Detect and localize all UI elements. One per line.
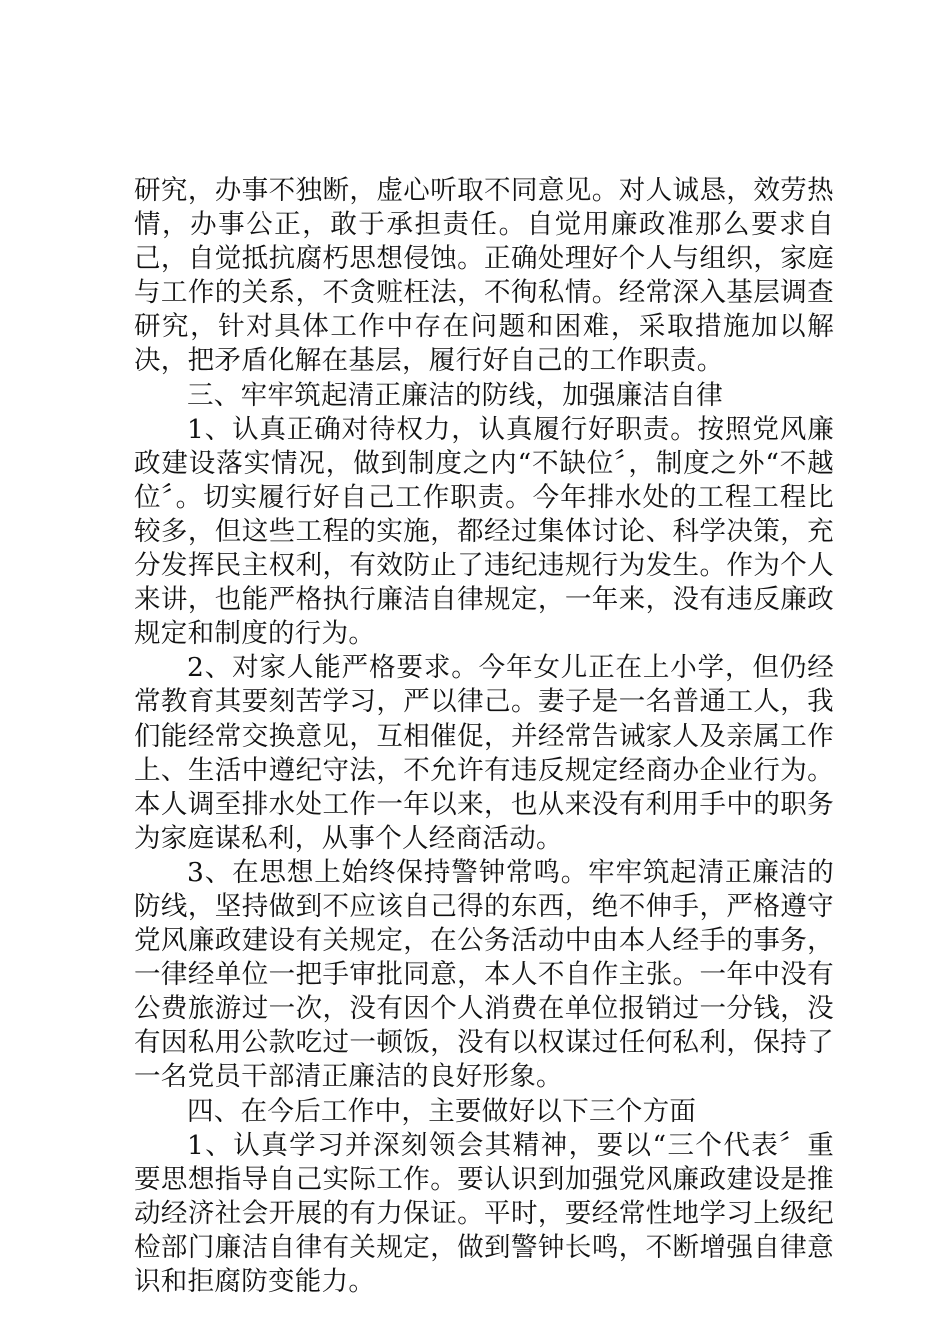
paragraph-item-1: 1、认真正确对待权力，认真履行好职责。按照党风廉政建设落实情况，做到制度之内“不缺位〞，制度之外“不越位〞。切实履行好自己工作职责。今年排水处的工程工程比较多，但这些工程的实施，都经过集体讨论、科学决策，充分发挥民主权利，有效防止了违纪违规行为发生。作为个人来讲，也能严格执行廉洁自律规定，一年来，没有违反廉政规定和制度的行为。 xyxy=(134,413,834,650)
section-heading-three: 三、牢牢筑起清正廉洁的防线，加强廉洁自律 xyxy=(187,379,723,411)
document-body xyxy=(134,174,834,1299)
paragraph-item-2: 2、对家人能严格要求。今年女儿正在上小学，但仍经常教育其要刻苦学习，严以律己。妻子是一名普通工人，我们能经常交换意见，互相催促，并经常告诫家人及亲属工作上、生活中遵纪守法，不允许有违反规定经商办企业行为。本人调至排水处工作一年以来，也从来没有利用手中的职务为家庭谋私利，从事个人经商活动。 xyxy=(134,652,834,854)
section-heading-four: 四、在今后工作中，主要做好以下三个方面 xyxy=(187,1095,697,1127)
paragraph-continuation: 研究，办事不独断，虚心听取不同意见。对人诚恳，效劳热情，办事公正，敢于承担责任。自觉用廉政准那么要求自己，自觉抵抗腐朽思想侵蚀。正确处理好个人与组织，家庭与工作的关系，不贪赃枉法，不徇私情。经常深入基层调查研究，针对具体工作中存在问题和困难，采取措施加以解决，把矛盾化解在基层，履行好自己的工作职责。 xyxy=(134,175,834,377)
paragraph-item-3: 3、在思想上始终保持警钟常鸣。牢牢筑起清正廉洁的防线，坚持做到不应该自己得的东西，绝不伸手，严格遵守党风廉政建设有关规定，在公务活动中由本人经手的事务，一律经单位一把手审批同意，本人不自作主张。一年中没有公费旅游过一次，没有因个人消费在单位报销过一分钱，没有因私用公款吃过一顿饭，没有以权谋过任何私利，保持了一名党员干部清正廉洁的良好形象。 xyxy=(134,856,834,1093)
paragraph-future-item-1: 1、认真学习并深刻领会其精神，要以“三个代表〞重要思想指导自己实际工作。要认识到加强党风廉政建设是推动经济社会开展的有力保证。平时，要经常性地学习上级纪检部门廉洁自律有关规定，做到警钟长鸣，不断增强自律意识和拒腐防变能力。 xyxy=(134,1129,834,1297)
